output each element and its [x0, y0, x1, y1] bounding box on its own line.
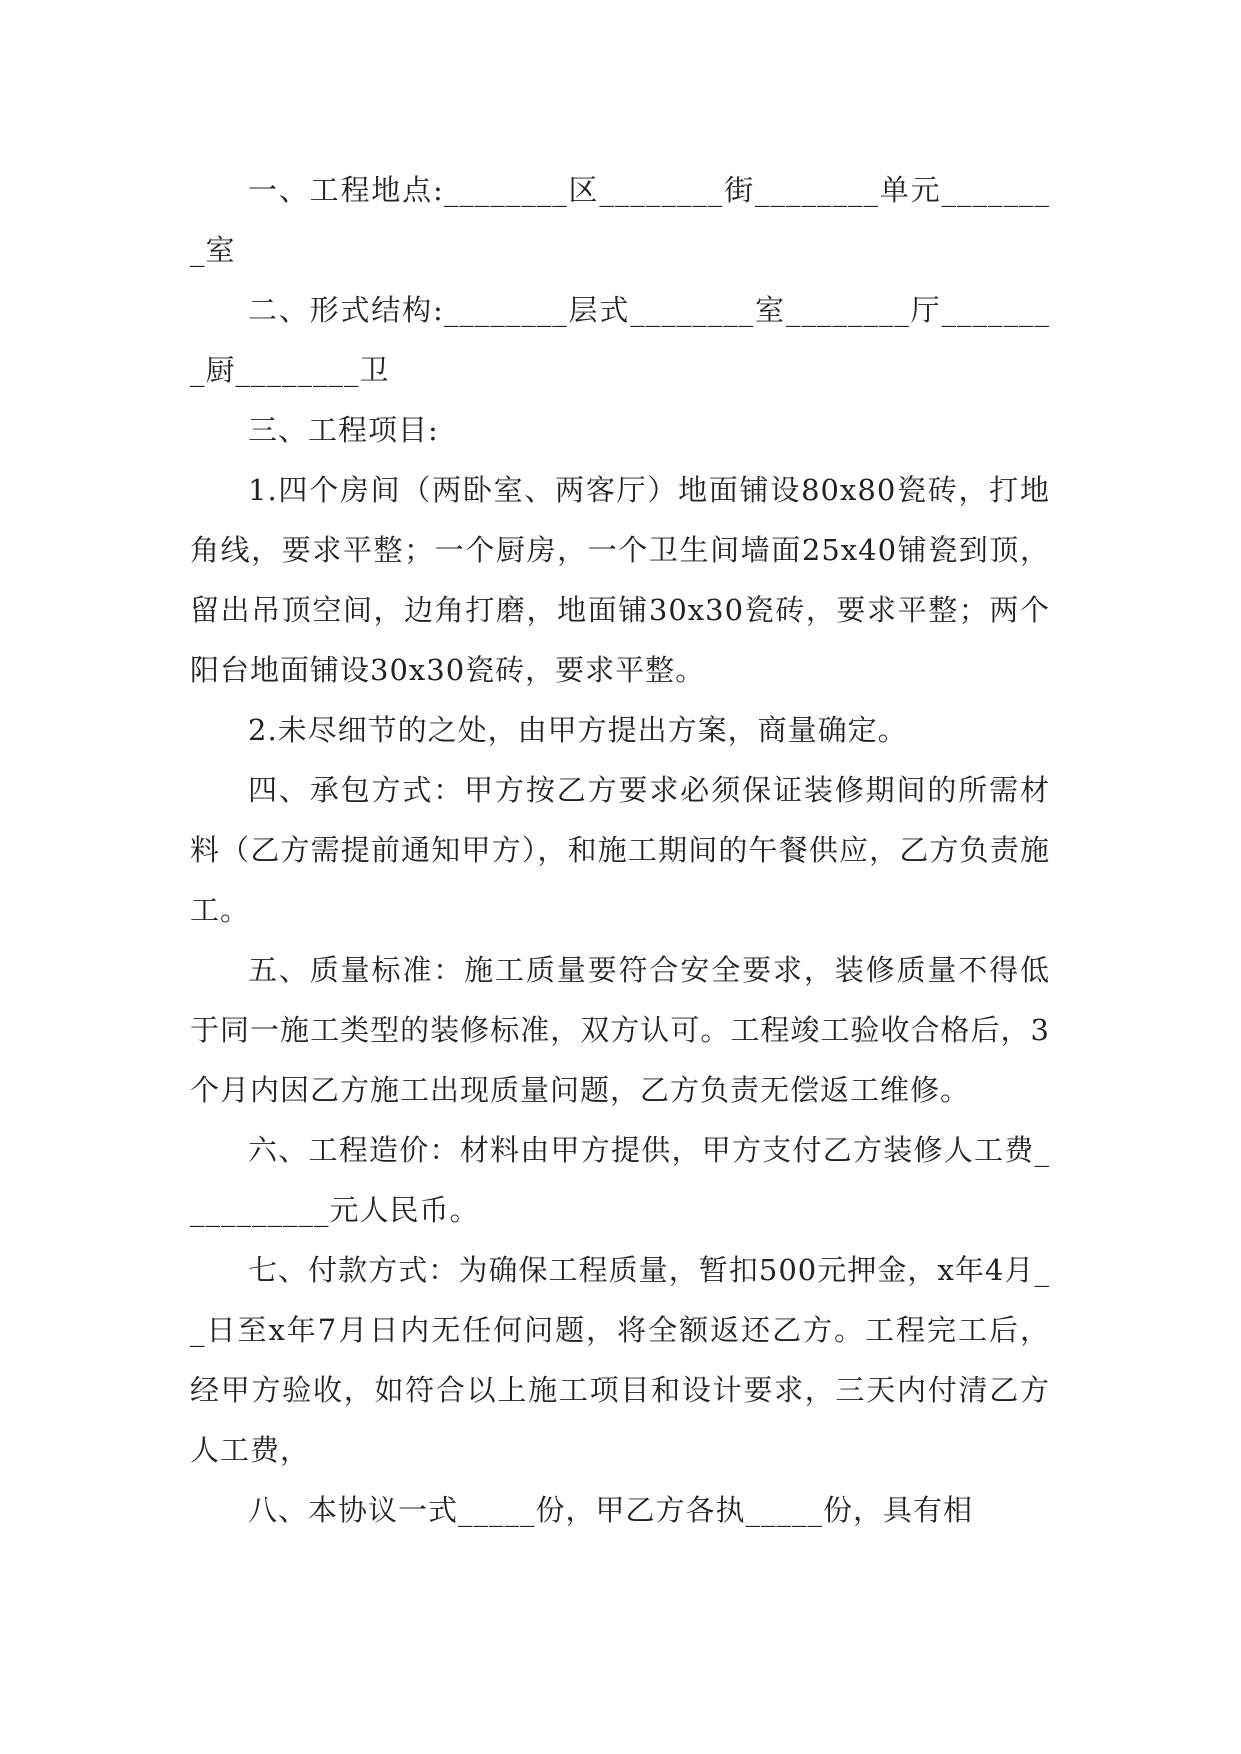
clause-3-item-2: 2.未尽细节的之处，由甲方提出方案，商量确定。: [248, 713, 908, 747]
clause-3-item-1: 1.四个房间（两卧室、两客厅）地面铺设80x80瓷砖，打地角线，要求平整；一个厨房，一个卫生间墙面25x40铺瓷到顶，留出吊顶空间，边角打磨，地面铺30x30瓷砖，要求平整；两个阳台地面铺设30x30瓷砖，要求平整。: [190, 473, 1050, 687]
clause-8-copies: 八、本协议一式_____份，甲乙方各执_____份，具有相: [248, 1493, 974, 1527]
clause-5-quality-standard: 五、质量标准：施工质量要符合安全要求，装修质量不得低于同一施工类型的装修标准，双方认可。工程竣工验收合格后，3个月内因乙方施工出现质量问题，乙方负责无偿返工维修。: [190, 953, 1050, 1107]
document-body: [190, 160, 1050, 1540]
clause-7-payment: 七、付款方式：为确保工程质量，暂扣500元押金，x年4月__日至x年7月日内无任何问题，将全额返还乙方。工程完工后，经甲方验收，如符合以上施工项目和设计要求，三天内付清乙方人工费，: [190, 1253, 1050, 1467]
clause-6-cost: 六、工程造价：材料由甲方提供，甲方支付乙方装修人工费__________元人民币。: [190, 1133, 1050, 1227]
clause-2-structure: 二、形式结构:________层式________室________厅________厨________卫: [190, 293, 1050, 387]
clause-1-location: 一、工程地点:________区________街________单元________室: [190, 173, 1050, 267]
clause-3-heading: 三、工程项目:: [248, 413, 439, 447]
clause-4-contract-method: 四、承包方式：甲方按乙方要求必须保证装修期间的所需材料（乙方需提前通知甲方），和施工期间的午餐供应，乙方负责施工。: [190, 773, 1050, 927]
